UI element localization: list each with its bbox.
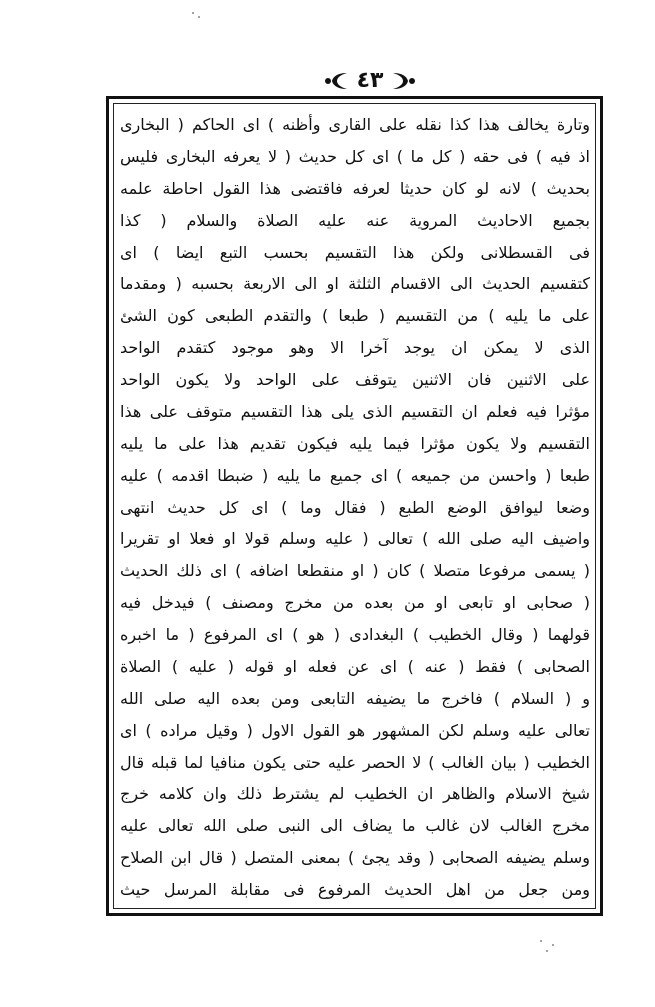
page-number: ٤٣	[356, 68, 384, 93]
text-line: فى القسطلانى ولكن هذا التقسيم بحسب التبع ايضا ) اى	[120, 242, 590, 262]
text-line: اذ فيه ) فى حقه ( كل ما ) اى كل حديث ( لا يعرفه البخارى فليس	[120, 146, 590, 166]
text-line: ( صحابى او تابعى او من بعده من مخرج ومصنف ) فيدخل فيه	[120, 593, 590, 613]
text-line: على ما يليه ) من التقسيم ( طبعا ) والتقدم الطبعى كون الشئ	[120, 306, 590, 326]
text-line: قولهما ( وقال الخطيب ) البغدادى ( هو ) اى المرفوع ( ما اخبره	[120, 625, 590, 644]
text-line: على الاثنين فان الاثنين يتوقف على الواحد ولا يكون الواحد	[120, 370, 590, 389]
scan-speck	[546, 950, 548, 952]
text-line: مؤثرا فيه فعلم ان التقسيم الذى يلى هذا التقسيم متوقف على هذا	[120, 401, 590, 421]
scan-speck	[540, 940, 542, 942]
text-line: الذى لا يمكن ان يوجد آخرا الا وهو موجود كتقدم الواحد	[120, 338, 590, 358]
scan-speck	[198, 16, 200, 18]
text-line: بحديث ) لانه لو كان حديثا لعرفه فاقتضى هذا القول احاطة علمه	[120, 178, 590, 198]
text-line: ( يسمى مرفوعا متصلا ) كان ( او منقطعا اضافه ) اى ذلك الحديث	[120, 561, 590, 581]
ornament-icon	[391, 69, 417, 93]
text-line: وتارة يخالف هذا كذا نقله على القارى وأظنه ) اى الحاكم ( البخارى	[120, 115, 590, 134]
text-line: وسلم يضيفه الصحابى ( وقد يجئ ) بمعنى المتصل ( قال ابن الصلاح	[120, 848, 590, 868]
text-line: طبعا ( واحسن من جميعه ) اى جميع ما يليه ( ضبطا اقدمه ) عليه	[120, 465, 590, 485]
text-line: ومن جعل من اهل الحديث المرفوع فى مقابلة المرسل حيث	[120, 880, 590, 899]
text-block	[120, 112, 590, 902]
text-line: الصحابى ) فقط ( عنه ) اى عن فعله او قوله ( عليه ) الصلاة	[120, 656, 590, 676]
text-line: التقسيم ولا يكون مؤثرا فيما يليه فيكون تقديم هذا على ما يليه	[120, 433, 590, 453]
scan-speck	[552, 944, 554, 946]
scan-speck	[192, 12, 194, 14]
page-header	[300, 64, 440, 98]
text-line: شيخ الاسلام والظاهر ان الخطيب لم يشترط ذلك وان كلامه خرج	[120, 784, 590, 804]
text-line: مخرج الغالب لان غالب ما يضاف الى النبى صلى الله تعالى عليه	[120, 816, 590, 836]
text-line: وضعا ليوافق الوضع الطبع ( فقال وما ) اى كل حديث انتهى	[120, 497, 590, 517]
text-line: الخطيب ( بيان الغالب ) لا الحصر عليه حتى يكون منافيا لما قبله قال	[120, 752, 590, 772]
text-line: بجميع الاحاديث المروية عنه عليه الصلاة والسلام ( كذا	[120, 210, 590, 230]
text-line: تعالى عليه وسلم لكن المشهور هو القول الاول ( وقيل مراده ) اى	[120, 720, 590, 740]
text-line: واضيف اليه صلى الله ) تعالى ( عليه وسلم قولا او فعلا او تقريرا	[120, 529, 590, 549]
ornament-icon	[323, 69, 349, 93]
text-line: و ( السلام ) فاخرج ما يضيفه التابعى ومن بعده اليه صلى الله	[120, 688, 590, 708]
text-line: كتقسيم الحديث الى الاقسام الثلثة او الى الاربعة بحسبه ( ومقدما	[120, 274, 590, 294]
